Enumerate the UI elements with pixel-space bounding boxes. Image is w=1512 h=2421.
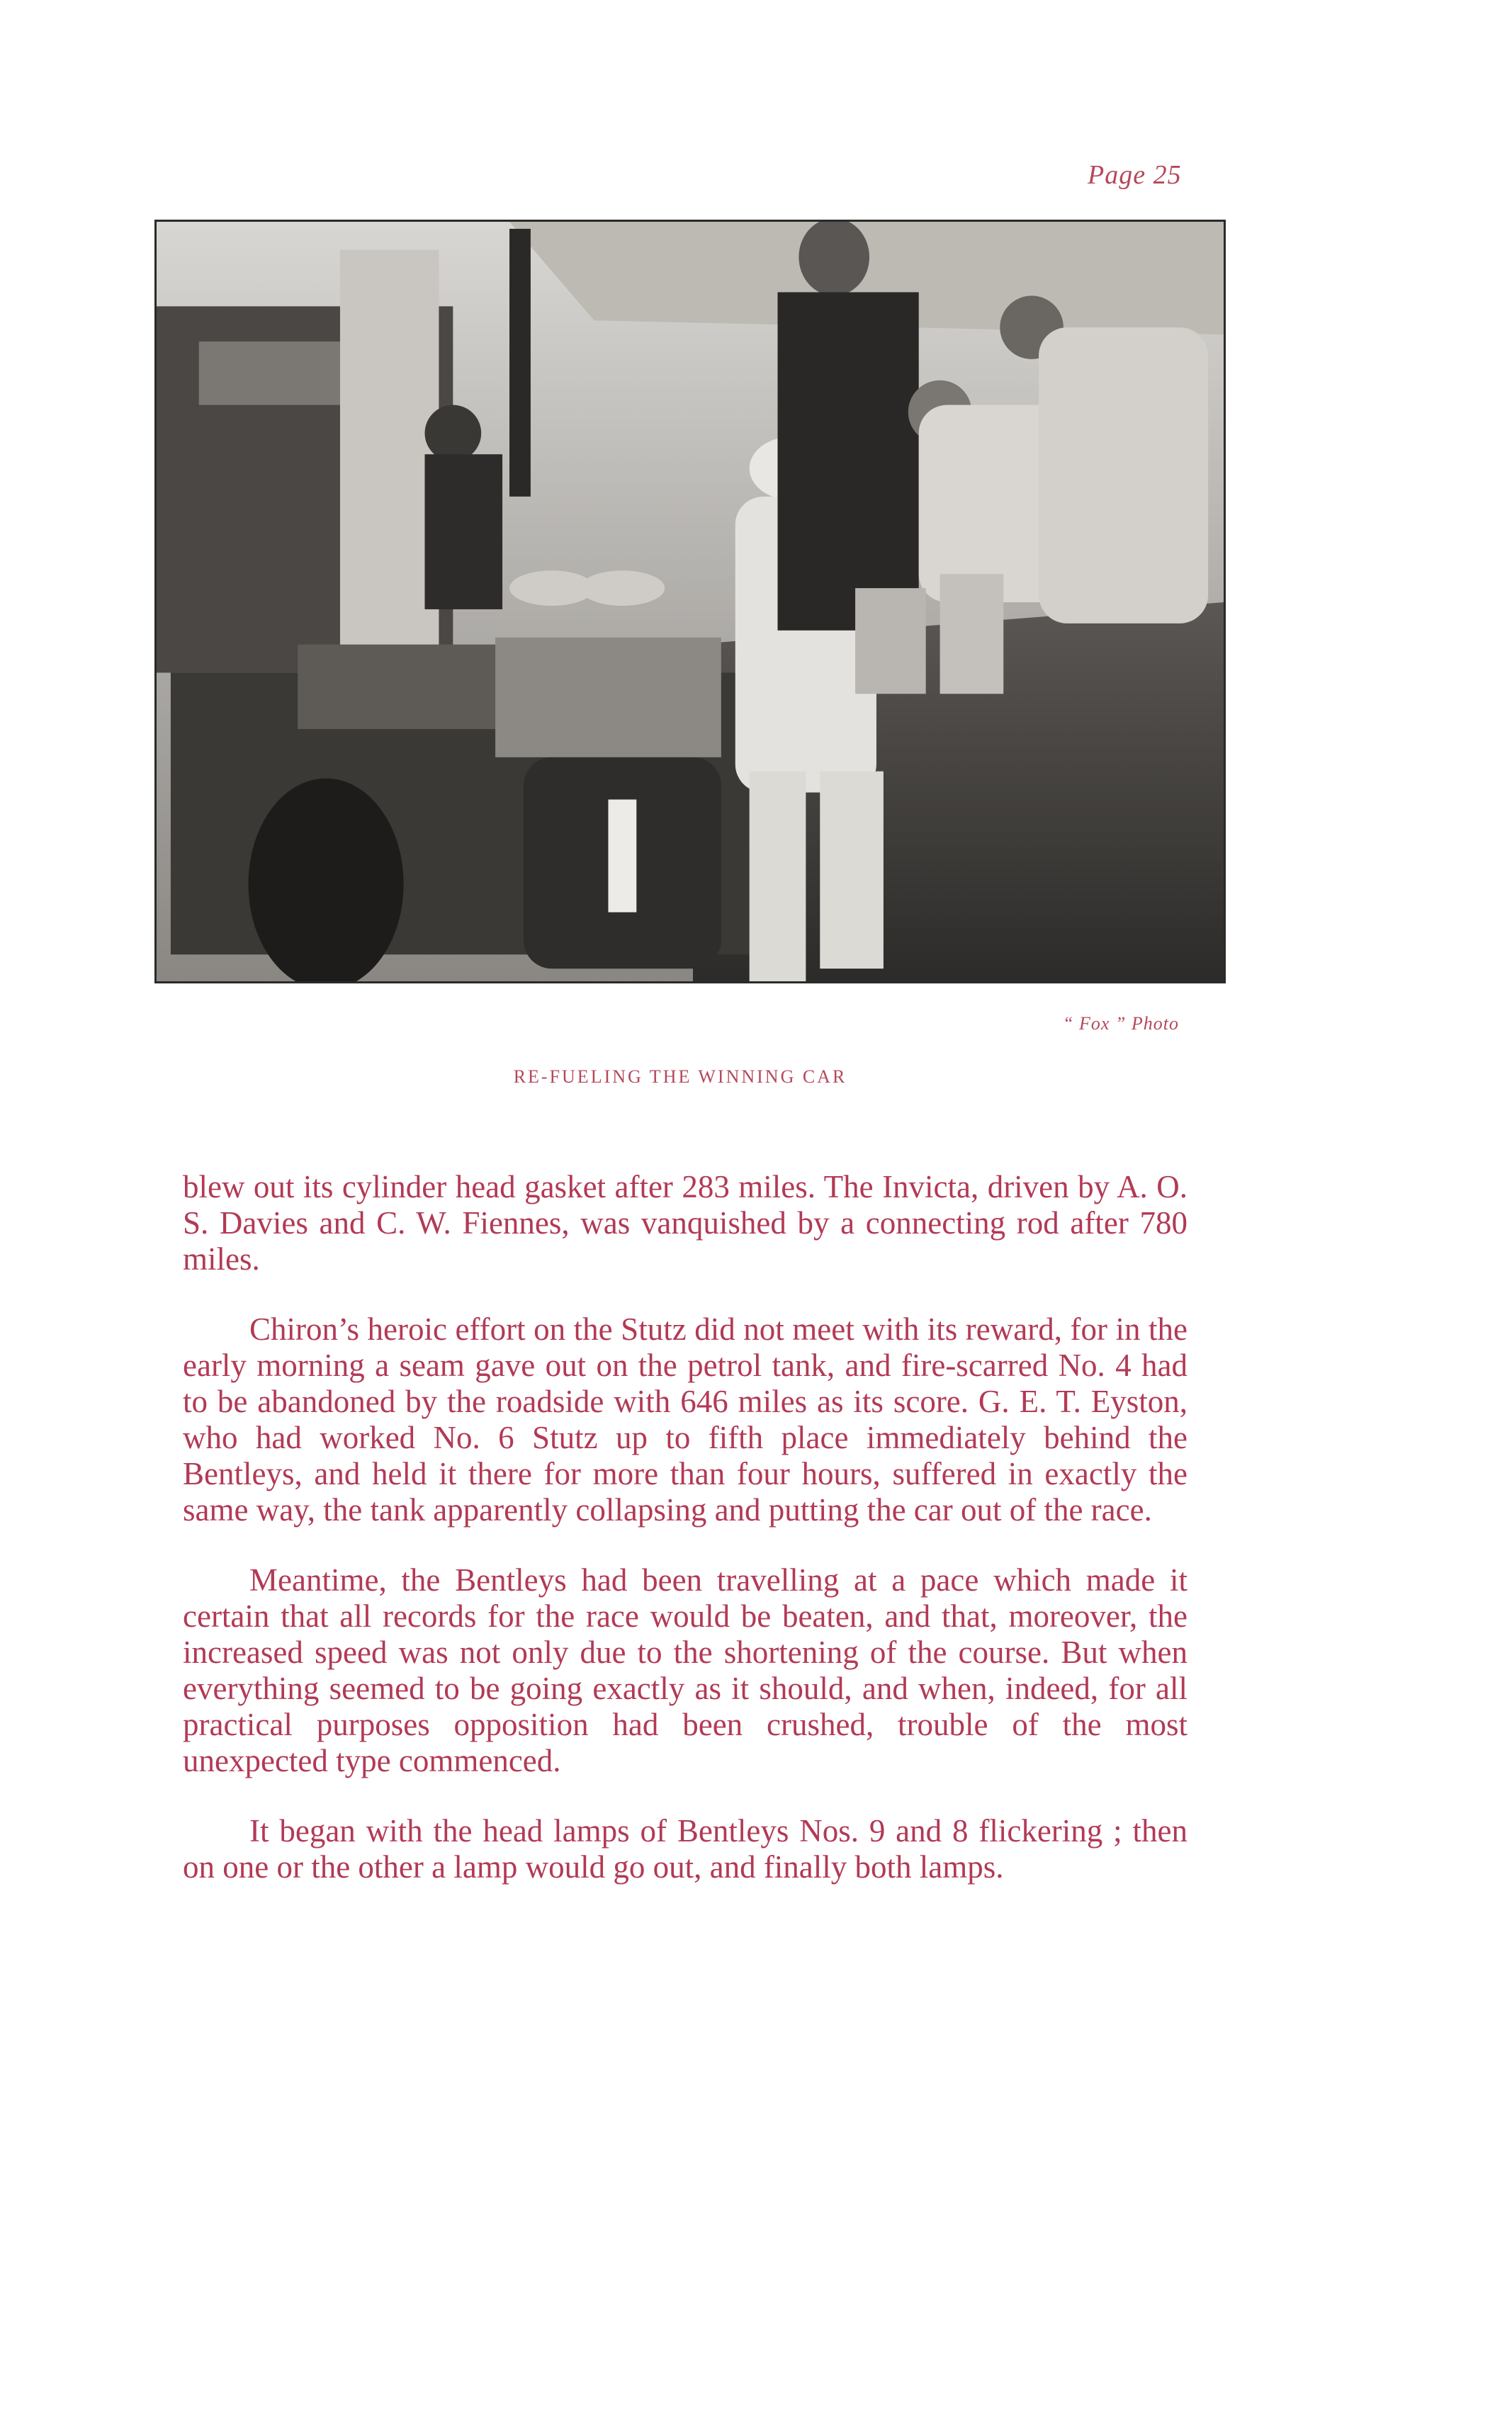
paragraph: Chiron’s heroic effort on the Stutz did not meet with its reward, for in the early morning a seam gave out on the petrol tank, and fire-scarred No. 4 had to be abandoned by the roadside with 646 miles as its score. G. E. T. Eyston, who had worked No. 6 Stutz up to fifth place immediately behind the Bentleys, and held it there for more than four hours, suffered in exactly the same way, the tank apparently collapsing and putting the car out of the race. <box>183 1311 1187 1528</box>
refueling-photograph <box>154 220 1226 983</box>
paragraph: It began with the head lamps of Bentleys Nos. 9 and 8 flickering ; then on one or the other a lamp would go out, and finally both lamps. <box>183 1813 1187 1885</box>
body-text <box>183 1169 1187 1919</box>
photograph-refueling-race-car-icon <box>157 222 1224 981</box>
figure-caption: RE-FUELING THE WINNING CAR <box>513 1066 847 1087</box>
paragraph: blew out its cylinder head gasket after 283 miles. The Invicta, driven by A. O. S. Davies and C. W. Fiennes, was vanquished by a connecting rod after 780 miles. <box>183 1169 1187 1277</box>
paragraph: Meantime, the Bentleys had been travelling at a pace which made it certain that all records for the race would be beaten, and that, moreover, the increased speed was not only due to the shortening of the course. But when everything seemed to be going exactly as it should, and when, indeed, for all practical purposes opposition had been crushed, trouble of the most unexpected type commenced. <box>183 1562 1187 1778</box>
photo-credit: “ Fox ” Photo <box>1063 1013 1179 1034</box>
page-number: Page 25 <box>1088 160 1182 190</box>
